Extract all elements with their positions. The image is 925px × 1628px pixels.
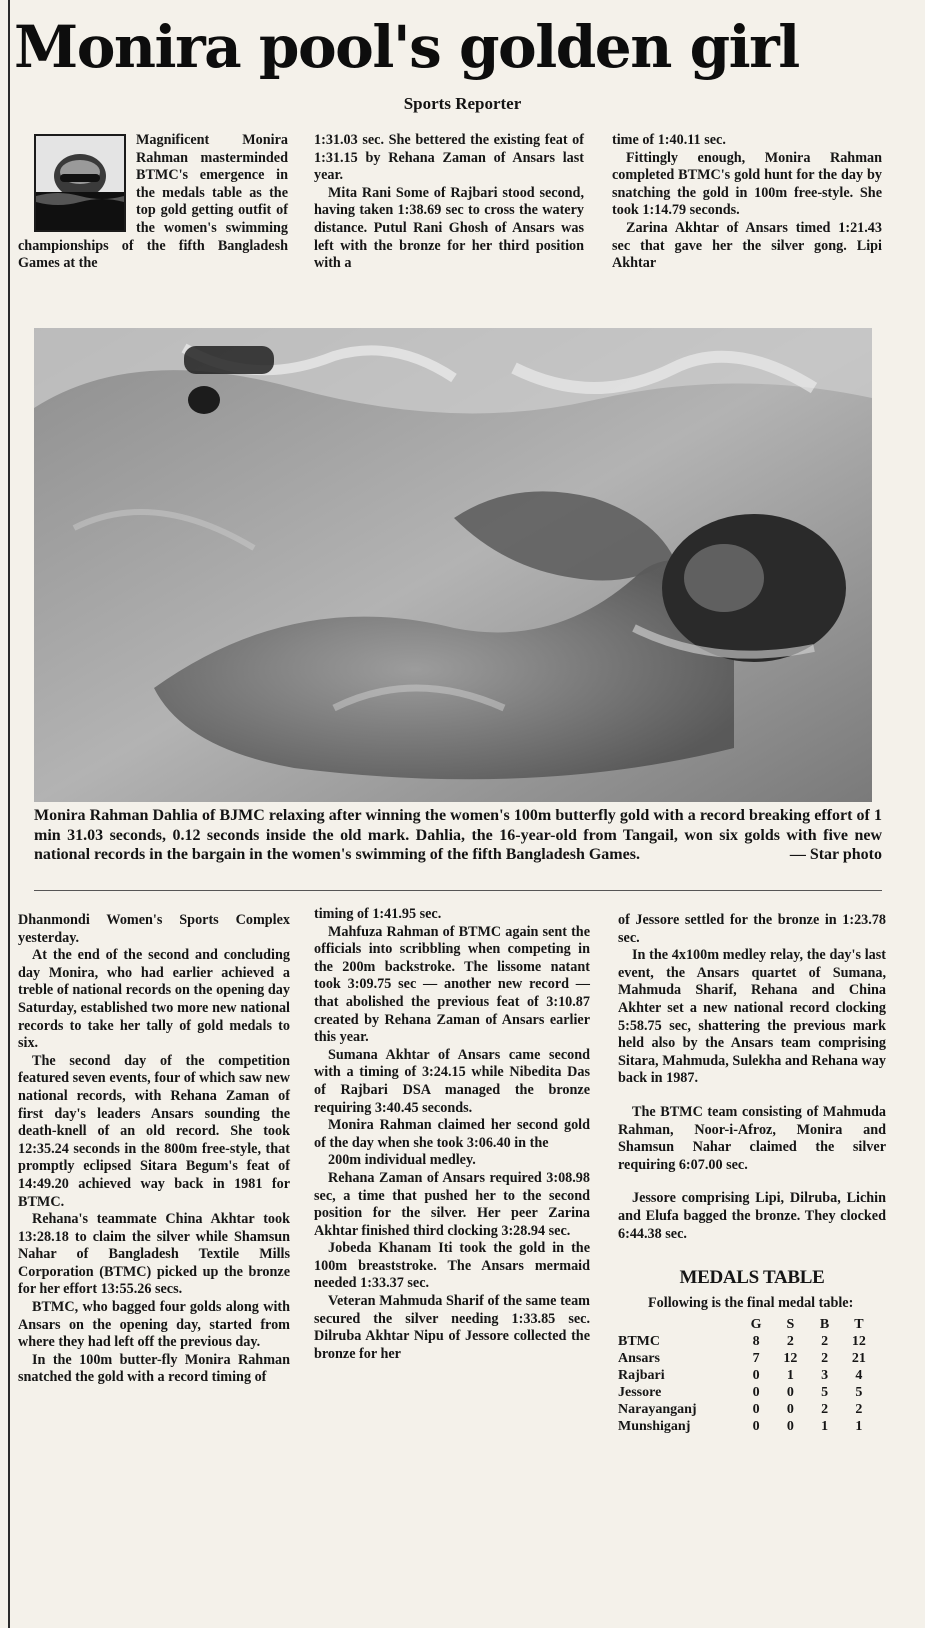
medal-count: 1 <box>855 1419 863 1435</box>
paragraph: Mita Rani Some of Rajbari stood second, having taken 1:38.69 sec to cross the watery distance. Putul Rani Ghosh of Ansars was left with the bronze for her third position with a <box>314 184 584 272</box>
medal-count: 0 <box>786 1419 794 1435</box>
paragraph: In the 100m butter-fly Monira Rahman snatched the gold with a record timing of <box>18 1351 290 1386</box>
paragraph: Rehana's teammate China Akhtar took 13:28.18 to claim the silver while Shamsun Nahar of Bangladesh Textile Mills Corporation (BTMC) picked up the bronze for her effort 13:55.26 secs. <box>18 1211 290 1298</box>
paragraph: Veteran Mahmuda Sharif of the same team secured the silver needing 1:33.85 sec. Dilruba Akhtar Nipu of Jessore collected the bronze for her <box>314 1293 590 1362</box>
paragraph: BTMC, who bagged four golds along with Ansars on the opening day, started from where they had left off the previous day. <box>18 1299 290 1351</box>
swimmer-photo <box>34 328 872 802</box>
paragraph: 200m individual medley. <box>328 1152 476 1169</box>
medal-count: 2 <box>821 1351 829 1367</box>
medals-table-title: MEDALS TABLE <box>679 1267 825 1289</box>
byline: Sports Reporter <box>403 94 522 113</box>
medal-count: 21 <box>851 1351 866 1367</box>
medal-count: 2 <box>786 1334 794 1350</box>
medals-row <box>618 1333 876 1350</box>
paragraph: Zarina Akhtar of Ansars timed 1:21.43 sec that gave her the silver gong. Lipi Akhtar <box>612 219 882 272</box>
medals-header-b: B <box>819 1317 830 1333</box>
bottom-column-3 <box>618 912 886 1435</box>
paragraph: Dhanmondi Women's Sports Complex yesterday. <box>18 912 290 946</box>
medals-header-g: G <box>750 1317 762 1333</box>
medal-count: 0 <box>786 1385 794 1401</box>
medal-count: 12 <box>851 1334 866 1350</box>
team-name: Munshiganj <box>618 1419 691 1435</box>
medal-count: 2 <box>821 1334 829 1350</box>
medals-header-t: T <box>854 1317 864 1333</box>
photo-caption <box>34 806 882 865</box>
medal-count: 3 <box>821 1368 829 1384</box>
medals-header-s: S <box>786 1317 795 1333</box>
medals-table-section <box>618 1269 886 1435</box>
paragraph: 1:31.03 sec. She bettered the existing feat of 1:31.15 by Rehana Zaman of Ansars last year. <box>314 132 584 184</box>
paragraph: Jessore comprising Lipi, Dilruba, Lichin and Elufa bagged the bronze. They clocked 6:44.38 sec. <box>618 1190 886 1242</box>
paragraph: The second day of the competition featured seven events, four of which saw new national records, with Rehana Zaman of first day's leaders Ansars sounding the death-knell of an old record. She took 12:35.24 seconds in the 800m free-style, that promptly eclipsed Sitara Begum's feat of 14:49.20 achieved way back in 1981 for BTMC. <box>18 1052 290 1210</box>
medal-count: 5 <box>821 1385 829 1401</box>
medals-row <box>618 1418 876 1435</box>
headline: Monira pool's golden girl <box>14 13 799 81</box>
team-name: Ansars <box>618 1351 661 1367</box>
team-name: Narayanganj <box>618 1402 697 1418</box>
medal-count: 7 <box>752 1351 760 1367</box>
paragraph: In the 4x100m medley relay, the day's last event, the Ansars quartet of Sumana, Mahmuda Sharif, Rehana and China Akhter set a new national record clocking 5:58.75 sec, shattering the previous mark held also by the Ansars team comprising Sitara, Mahmuda, Sulekha and Rehana way back in 1987. <box>618 947 886 1087</box>
column-rule <box>8 0 10 1628</box>
paragraph: timing of 1:41.95 sec. <box>314 906 442 922</box>
top-column-2 <box>314 132 584 273</box>
medal-count: 0 <box>752 1368 760 1384</box>
paragraph: of Jessore settled for the bronze in 1:23.78 sec. <box>618 912 886 946</box>
medal-count: 5 <box>855 1385 863 1401</box>
medals-row <box>618 1401 876 1418</box>
caption-divider <box>34 890 882 891</box>
team-name: Rajbari <box>618 1368 665 1384</box>
medal-count: 0 <box>752 1385 760 1401</box>
medal-count: 12 <box>783 1351 798 1367</box>
paragraph: time of 1:40.11 sec. <box>612 132 726 148</box>
medal-count: 2 <box>821 1402 829 1418</box>
medals-row <box>618 1350 876 1367</box>
caption-text: Monira Rahman Dahlia of BJMC relaxing after winning the women's 100m butterfly gold with a record breaking effort of 1 min 31.03 seconds, 0.12 seconds inside the old mark. Dahlia, the 16-year-old from Tangail, won six golds with five new national records in the bargain in the women's swimming of the fifth Bangladesh Games. <box>34 807 882 863</box>
medal-count: 4 <box>855 1368 863 1384</box>
paragraph: Fittingly enough, Monira Rahman completed BTMC's gold hunt for the day by snatching the gold in 100m free-style. She took 1:14.79 seconds. <box>612 149 882 219</box>
paragraph: Sumana Akhtar of Ansars came second with a timing of 3:24.15 while Nibedita Das of Rajbari DSA managed the bronze requiring 3:40.45 seconds. <box>314 1046 590 1116</box>
paragraph: The BTMC team consisting of Mahmuda Rahman, Noor-i-Afroz, Monira and Shamsun Nahar claimed the silver requiring 6:07.00 sec. <box>618 1103 886 1173</box>
medal-count: 0 <box>752 1402 760 1418</box>
medal-count: 0 <box>752 1419 760 1435</box>
medals-intro: Following is the final medal table: <box>648 1294 854 1311</box>
photo-credit: — Star photo <box>789 846 882 863</box>
medals-table <box>618 1316 876 1435</box>
medal-count: 2 <box>855 1402 863 1418</box>
top-column-1 <box>18 132 288 273</box>
paragraph: Jobeda Khanam Iti took the gold in the 100m breaststroke. The Ansars mermaid needed 1:33.37 sec. <box>314 1240 590 1292</box>
medal-count: 0 <box>786 1402 794 1418</box>
medals-row <box>618 1384 876 1401</box>
team-name: Jessore <box>618 1385 662 1401</box>
bottom-column-1 <box>18 912 290 1387</box>
swimmer-portrait-thumbnail <box>34 134 126 232</box>
medals-row <box>618 1367 876 1384</box>
paragraph: Mahfuza Rahman of BTMC again sent the officials into scribbling when competing in the 200m backstroke. The lissome natant took 3:09.75 sec — another new record — that abolished the previous feat of 3:10.87 created by Rehana Zaman of Ansars earlier this year. <box>314 923 590 1046</box>
paragraph: At the end of the second and concluding day Monira, who had earlier achieved a treble of national records on the opening day Saturday, established two more new national records to take her tally of gold medals to six. <box>18 947 290 1052</box>
bottom-column-2 <box>314 906 590 1363</box>
medal-count: 1 <box>786 1368 794 1384</box>
medal-count: 1 <box>821 1419 829 1435</box>
paragraph: Monira Rahman claimed her second gold of the day when she took 3:06.40 in the <box>314 1117 590 1151</box>
team-name: BTMC <box>618 1334 660 1350</box>
paragraph: Magnificent Monira Rahman masterminded BTMC's emergence in the medals table as the top gold getting outfit of the women's swimming championships of the fifth Bangladesh Games at the <box>18 132 288 272</box>
medal-count: 8 <box>752 1334 760 1350</box>
paragraph: Rehana Zaman of Ansars required 3:08.98 sec, a time that pushed her to the second position for the silver. Her peer Zarina Akhtar finished third clocking 3:28.94 sec. <box>314 1169 590 1239</box>
top-column-3 <box>612 132 882 273</box>
